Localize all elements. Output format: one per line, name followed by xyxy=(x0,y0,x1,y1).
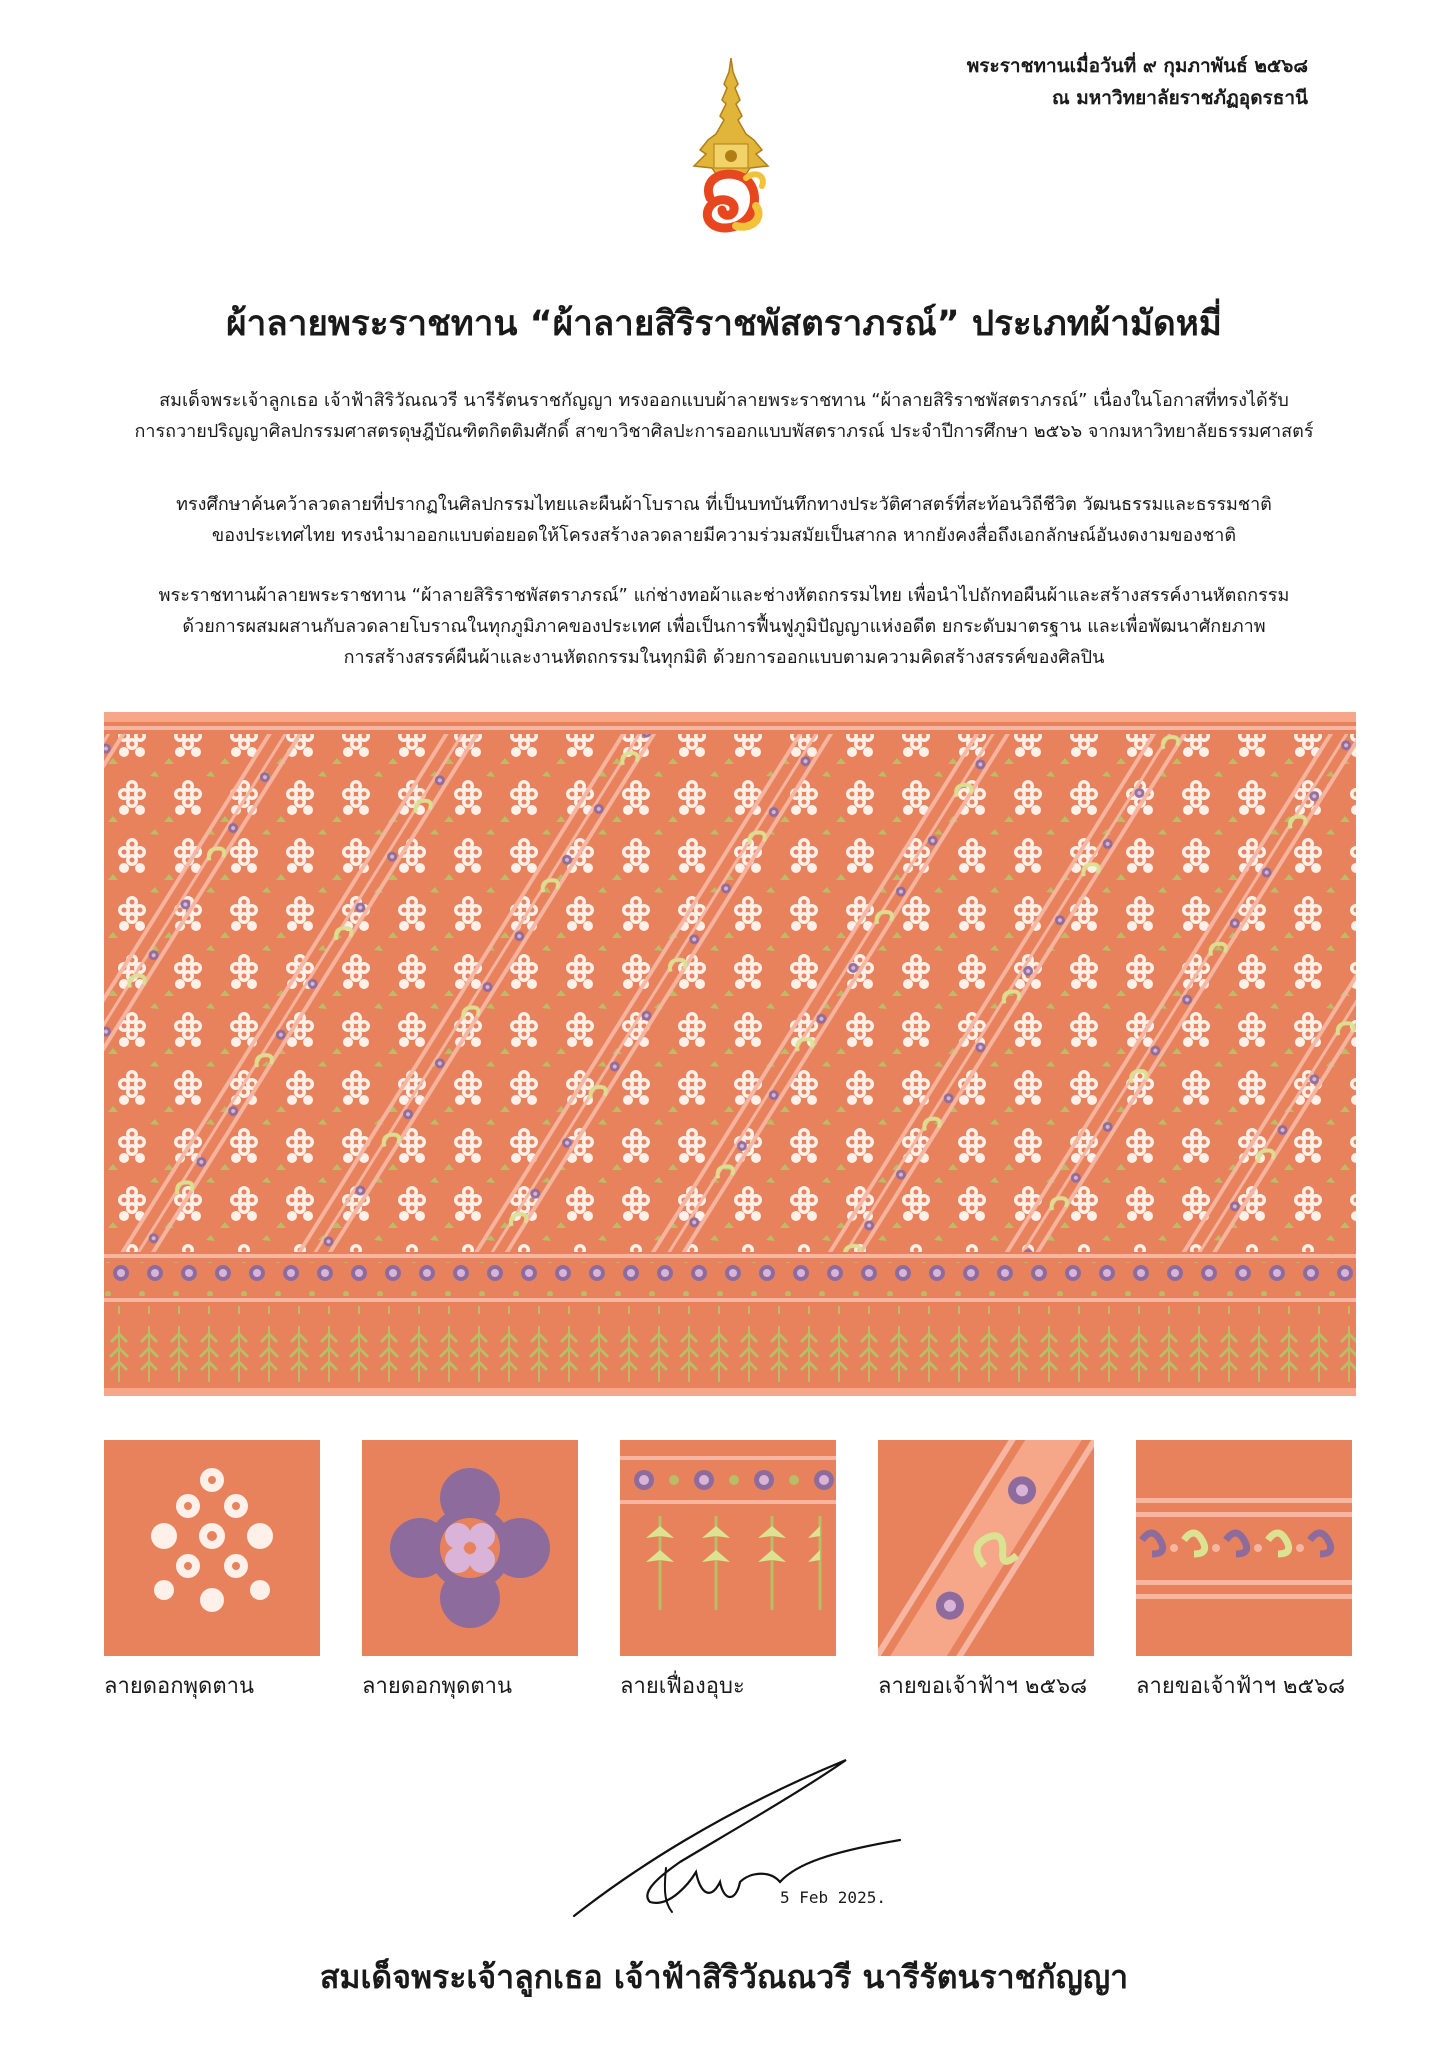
issue-place-line: ณ มหาวิทยาลัยราชภัฏอุดรธานี xyxy=(1052,87,1308,109)
motif-caption: ลายขอเจ้าฟ้าฯ ๒๕๖๘ xyxy=(878,1674,1088,1699)
white-flower-cluster-icon xyxy=(104,1440,320,1656)
fern-border-pattern-icon xyxy=(620,1440,836,1656)
horizontal-cipher-band-icon xyxy=(1136,1440,1352,1656)
motif-caption: ลายดอกพุดตาน xyxy=(362,1674,513,1699)
signer-name: สมเด็จพระเจ้าลูกเธอ เจ้าฟ้าสิริวัณณวรี นารีรัตนราชกัญญา xyxy=(319,1958,1129,1996)
paragraph-line: ของประเทศไทย ทรงนำมาออกแบบต่อยอดให้โครงสร้างลวดลายมีความร่วมสมัยเป็นสากล หากยังคงสื่อถึงเอกลักษณ์อันงดงามของชาติ xyxy=(211,525,1237,546)
paragraph-bestowal xyxy=(104,580,1344,673)
paragraph-line: สมเด็จพระเจ้าลูกเธอ เจ้าฟ้าสิริวัณณวรี นารีรัตนราชกัญญา ทรงออกแบบผ้าลายพระราชทาน “ผ้าลายสิริราชพัสตราภรณ์” เนื่องในโอกาสที่ทรงได้รับ xyxy=(159,390,1289,411)
diagonal-cipher-band-icon xyxy=(878,1440,1094,1656)
motif-caption: ลายเฟื่องอุบะ xyxy=(620,1674,745,1699)
royal-cipher-emblem-icon xyxy=(686,58,776,253)
motif-caption: ลายดอกพุดตาน xyxy=(104,1674,255,1699)
purple-lotus-flower-icon xyxy=(362,1440,578,1656)
paragraph-line: ด้วยการผสมผสานกับลวดลายโบราณในทุกภูมิภาคของประเทศ เพื่อเป็นการฟื้นฟูภูมิปัญญาแห่งอดีต ยกระดับมาตรฐาน และเพื่อพัฒนาศักยภาพ xyxy=(182,616,1266,637)
paragraph-line: การสร้างสรรค์ผืนผ้าและงานหัตถกรรมในทุกมิติ ด้วยการออกแบบตามความคิดสร้างสรรค์ของศิลปิน xyxy=(343,647,1105,668)
paragraph-line: ทรงศึกษาค้นคว้าลวดลายที่ปรากฏในศิลปกรรมไทยและผืนผ้าโบราณ ที่เป็นบทบันทึกทางประวัติศาสตร์ที่สะท้อนวิถีชีวิต วัฒนธรรมและธรรมชาติ xyxy=(176,494,1272,515)
paragraph-research xyxy=(104,489,1344,551)
page-title: ผ้าลายพระราชทาน “ผ้าลายสิริราชพัสตราภรณ์” ประเภทผ้ามัดหมี่ xyxy=(226,304,1222,344)
motif-caption: ลายขอเจ้าฟ้าฯ ๒๕๖๘ xyxy=(1136,1674,1346,1699)
paragraph-design-origin xyxy=(104,385,1344,447)
paragraph-line: การถวายปริญญาศิลปกรรมศาสตรดุษฎีบัณฑิตกิตติมศักดิ์ สาขาวิชาศิลปะการออกแบบพัสตราภรณ์ ประจำปีการศึกษา ๒๕๖๖ จากมหาวิทยาลัยธรรมศาสตร์ xyxy=(134,421,1314,442)
issue-note xyxy=(888,50,1308,114)
paragraph-line: พระราชทานผ้าลายพระราชทาน “ผ้าลายสิริราชพัสตราภรณ์” แก่ช่างทอผ้าและช่างหัตถกรรมไทย เพื่อนำไปถักทอผืนผ้าและสร้างสรรค์งานหัตถกรรม xyxy=(158,585,1290,606)
signature-date: 5 Feb 2025. xyxy=(780,1888,886,1907)
issue-date-line: พระราชทานเมื่อวันที่ ๙ กุมภาพันธ์ ๒๕๖๘ xyxy=(966,55,1308,77)
textile-pattern-panel xyxy=(104,712,1356,1396)
